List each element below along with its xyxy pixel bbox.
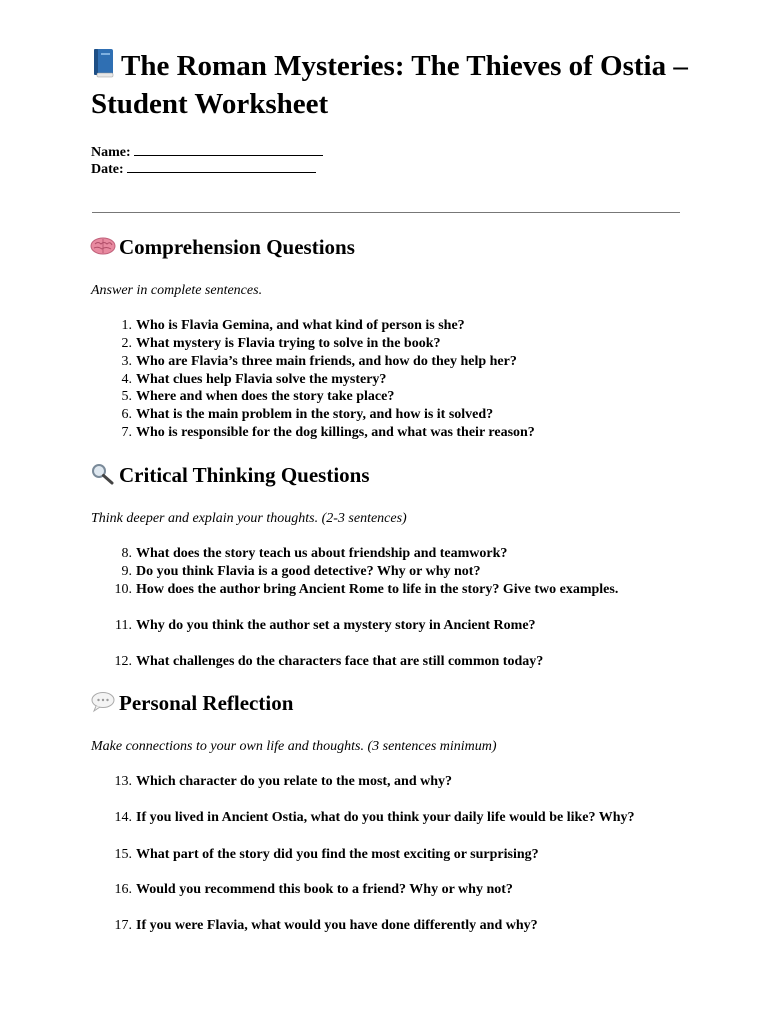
section-instruction: Answer in complete sentences. <box>91 283 263 298</box>
date-field[interactable] <box>91 160 316 178</box>
question-item <box>100 388 394 405</box>
question-text: Would you recommend this book to a friend? Why or why not? <box>136 882 513 897</box>
question-text: What challenges do the characters face that are still common today? <box>136 654 544 669</box>
section-heading-text: Critical Thinking Questions <box>119 463 370 487</box>
question-text: Who are Flavia’s three main friends, and how do they help her? <box>136 354 517 369</box>
question-item <box>100 917 538 934</box>
question-number: 12. <box>114 654 132 669</box>
question-item <box>100 424 535 441</box>
worksheet-title <box>91 47 691 123</box>
question-item <box>100 581 618 598</box>
question-number: 6. <box>121 407 132 422</box>
question-text: If you were Flavia, what would you have done differently and why? <box>136 918 538 933</box>
question-item <box>100 335 441 352</box>
question-number: 3. <box>121 354 132 369</box>
question-item <box>100 563 480 580</box>
question-text: Do you think Flavia is a good detective? Why or why not? <box>136 564 481 579</box>
question-number: 5. <box>121 389 132 404</box>
question-number: 9. <box>121 564 132 579</box>
question-text: Who is Flavia Gemina, and what kind of person is she? <box>136 318 465 333</box>
question-item <box>100 617 536 634</box>
question-item <box>100 809 635 826</box>
brain-icon <box>90 235 116 257</box>
question-item <box>100 406 493 423</box>
question-number: 15. <box>114 847 132 862</box>
section-heading-text: Personal Reflection <box>119 691 294 715</box>
question-text: What mystery is Flavia trying to solve in the book? <box>136 336 441 351</box>
question-number: 14. <box>114 810 132 825</box>
name-label: Name: <box>91 145 131 160</box>
question-number: 4. <box>121 372 132 387</box>
name-blank-line[interactable] <box>134 143 323 156</box>
question-number: 7. <box>121 425 132 440</box>
question-text: What is the main problem in the story, and how is it solved? <box>136 407 494 422</box>
question-number: 2. <box>121 336 132 351</box>
question-item <box>100 881 513 898</box>
question-item <box>100 653 543 670</box>
question-number: 11. <box>115 618 132 633</box>
question-text: What does the story teach us about friendship and teamwork? <box>136 546 508 561</box>
question-text: Where and when does the story take place? <box>136 389 395 404</box>
question-number: 1. <box>121 318 132 333</box>
question-text: What clues help Flavia solve the mystery? <box>136 372 387 387</box>
book-icon <box>91 48 115 78</box>
question-item <box>100 773 452 790</box>
divider <box>92 212 680 213</box>
question-number: 16. <box>114 882 132 897</box>
question-text: What part of the story did you find the most exciting or surprising? <box>136 847 539 862</box>
question-number: 8. <box>121 546 132 561</box>
question-item <box>100 545 507 562</box>
question-text: Who is responsible for the dog killings, and what was their reason? <box>136 425 535 440</box>
question-number: 17. <box>114 918 132 933</box>
speech-bubble-icon <box>90 691 116 713</box>
question-text: If you lived in Ancient Ostia, what do you think your daily life would be like? Why? <box>136 810 635 825</box>
date-blank-line[interactable] <box>127 160 316 173</box>
section-heading-critical-thinking <box>90 462 370 488</box>
section-heading-text: Comprehension Questions <box>119 235 355 259</box>
question-item <box>100 317 465 334</box>
title-text: The Roman Mysteries: The Thieves of Ostia – Student Worksheet <box>91 50 688 120</box>
question-item <box>100 371 386 388</box>
question-item <box>100 846 539 863</box>
question-text: Which character do you relate to the most, and why? <box>136 774 453 789</box>
date-label: Date: <box>91 162 124 177</box>
magnifying-glass-icon <box>90 463 116 485</box>
section-heading-personal-reflection <box>90 690 293 716</box>
section-instruction: Think deeper and explain your thoughts. (2-3 sentences) <box>91 511 407 526</box>
question-number: 13. <box>114 774 132 789</box>
section-instruction: Make connections to your own life and thoughts. (3 sentences minimum) <box>91 739 497 754</box>
question-text: How does the author bring Ancient Rome to life in the story? Give two examples. <box>136 582 619 597</box>
section-heading-comprehension <box>90 234 355 260</box>
name-field[interactable] <box>91 143 323 161</box>
question-number: 10. <box>114 582 132 597</box>
question-item <box>100 353 517 370</box>
question-text: Why do you think the author set a mystery story in Ancient Rome? <box>136 618 536 633</box>
